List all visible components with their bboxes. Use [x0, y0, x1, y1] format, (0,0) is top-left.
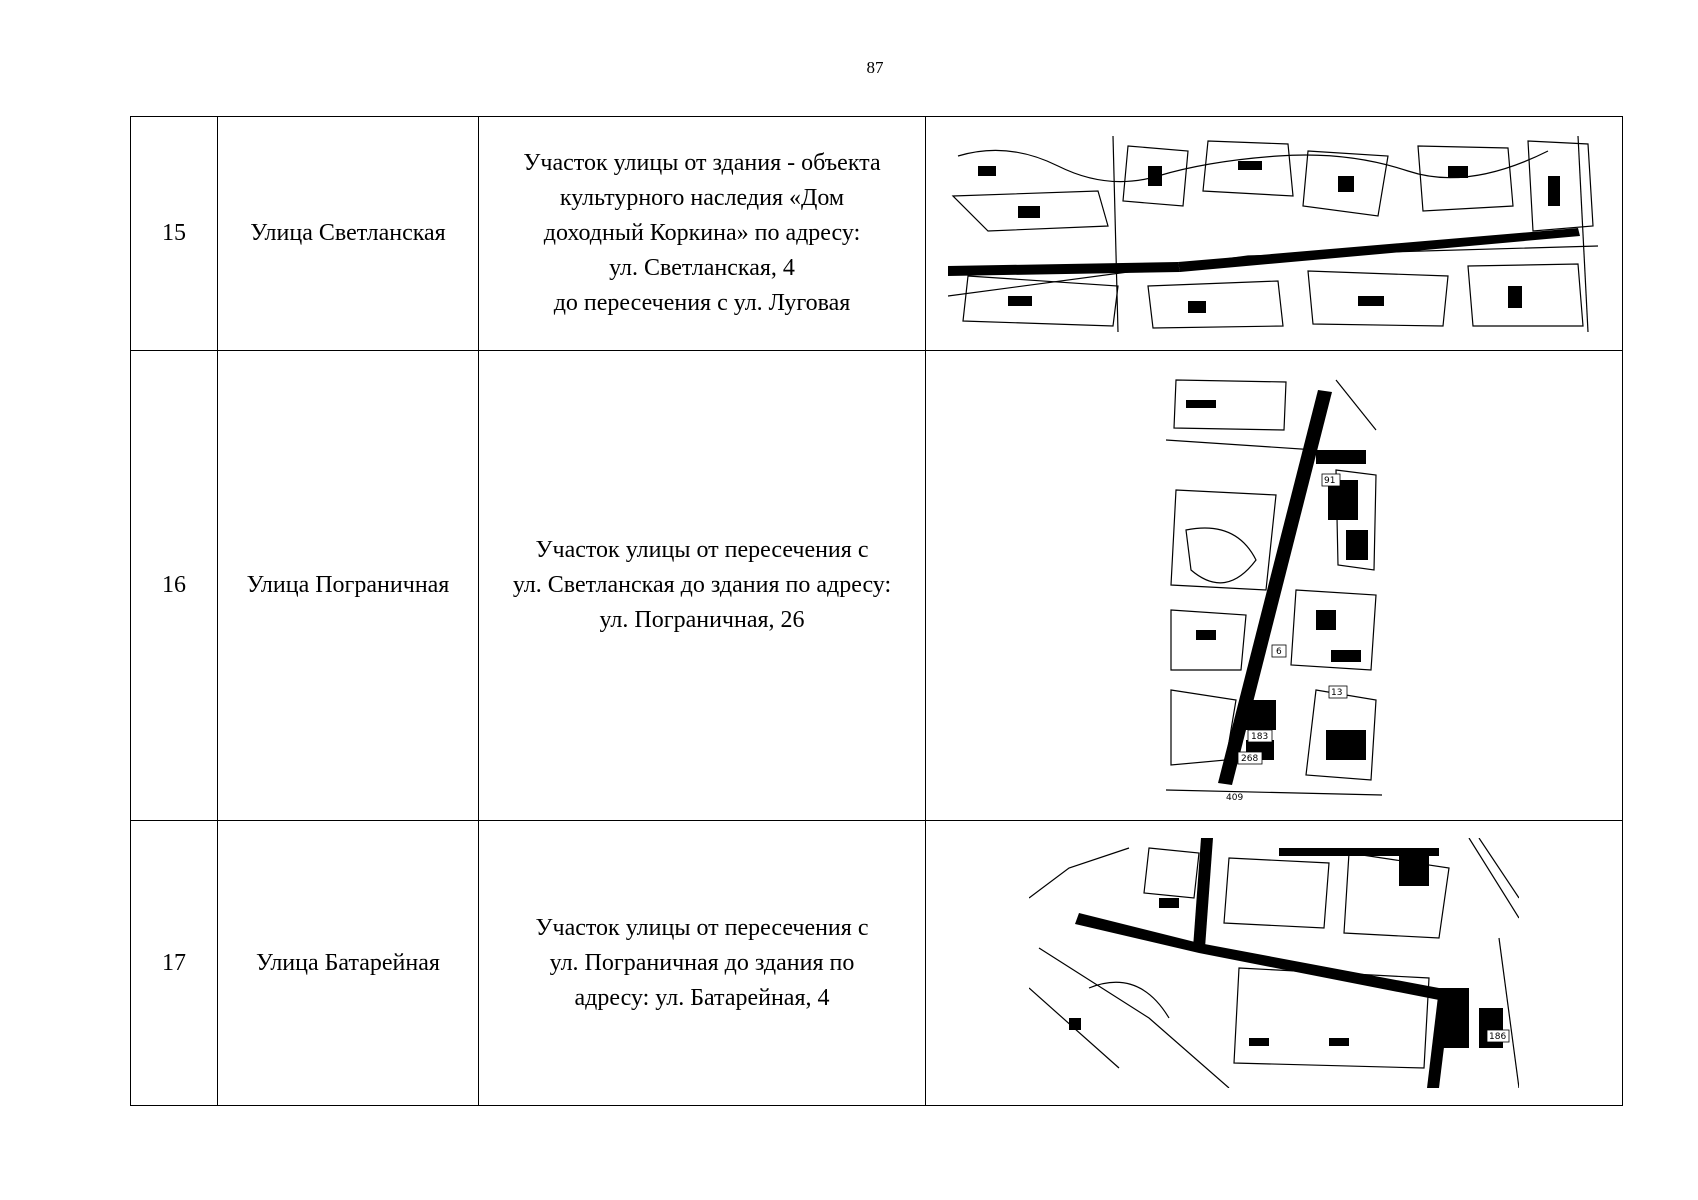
map-label: 183 — [1251, 731, 1269, 742]
description-line: доходный Коркина» по адресу: — [543, 220, 861, 246]
description-line: ул. Пограничная до здания по — [549, 949, 855, 976]
street-name: Улица Светланская — [218, 117, 479, 351]
description-line: Участок улицы от пересечения с — [535, 914, 869, 941]
map-cell — [926, 117, 1623, 351]
table-row — [131, 351, 1623, 821]
page-number: 87 — [866, 58, 884, 77]
street-name: Улица Пограничная — [218, 351, 479, 821]
map-cell — [926, 821, 1623, 1106]
map-label: 91 — [1324, 475, 1336, 486]
map-label: 268 — [1241, 753, 1259, 764]
row-number: 17 — [131, 821, 218, 1106]
streets-table — [130, 116, 1623, 1106]
description-line: Участок улицы от здания - объекта — [523, 150, 881, 176]
map-label: 6 — [1276, 646, 1282, 657]
description-line: адресу: ул. Батарейная, 4 — [574, 984, 830, 1011]
map-label: 186 — [1489, 1032, 1507, 1042]
row-number: 16 — [131, 351, 218, 821]
table-row — [131, 117, 1623, 351]
table-row — [131, 821, 1623, 1106]
street-name: Улица Батарейная — [218, 821, 479, 1106]
description-line: до пересечения с ул. Луговая — [553, 290, 851, 316]
section-description — [479, 351, 926, 821]
description-line: ул. Светланская до здания по адресу: — [512, 572, 892, 598]
section-description — [479, 117, 926, 351]
description-line: ул. Пограничная, 26 — [599, 607, 805, 633]
batareynaya-map — [1029, 838, 1519, 1088]
row-number: 15 — [131, 117, 218, 351]
section-description — [479, 821, 926, 1106]
pogranichnaya-map — [1166, 370, 1382, 802]
svetlanskaya-map — [948, 136, 1600, 332]
map-cell — [926, 351, 1623, 821]
map-label: 13 — [1331, 687, 1343, 698]
map-label: 409 — [1226, 792, 1244, 802]
description-line: Участок улицы от пересечения с — [535, 537, 869, 563]
description-line: ул. Светланская, 4 — [609, 255, 795, 281]
description-line: культурного наследия «Дом — [559, 185, 845, 211]
